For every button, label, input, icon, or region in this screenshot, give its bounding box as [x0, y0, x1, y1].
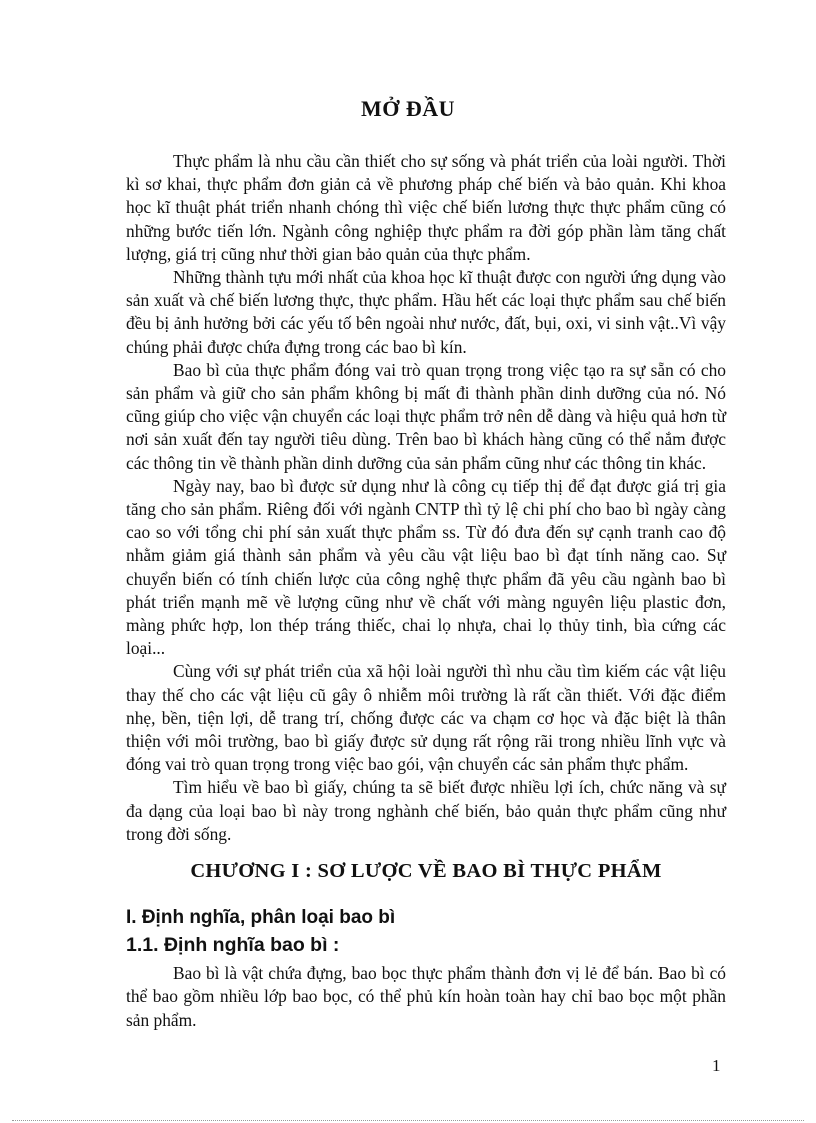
intro-paragraph: Tìm hiểu về bao bì giấy, chúng ta sẽ biết được nhiều lợi ích, chức năng và sự đa dạng của loại bao bì này trong nghành chế biến, bảo quản thực phẩm cũng như trong đời sống.: [126, 777, 726, 844]
page-title: MỞ ĐẦU: [360, 96, 456, 121]
subsection-paragraph: Bao bì là vật chứa đựng, bao bọc thực phẩm thành đơn vị lẻ để bán. Bao bì có thể bao gồm nhiều lớp bao bọc, có thể phủ kín hoàn toàn hay chỉ bao bọc một phần sản phẩm.: [126, 963, 726, 1030]
intro-paragraph: Những thành tựu mới nhất của khoa học kĩ thuật được con người ứng dụng vào sản xuất và chế biến lương thực, thực phẩm. Hầu hết các loại thực phẩm sau chế biến đều bị ảnh hưởng bởi các yếu tố bên ngoài như nước, đất, bụi, oxi, vi sinh vật..Vì vậy chúng phải được chứa đựng trong các bao bì kín.: [126, 267, 726, 357]
intro-paragraph: Ngày nay, bao bì được sử dụng như là công cụ tiếp thị để đạt được giá trị gia tăng cho sản phẩm. Riêng đối với ngành CNTP thì tỷ lệ chi phí cho bao bì ngày càng cao so với tổng chi phí sản xuất thực phẩm ss. Từ đó đưa đến sự cạnh tranh cao độ nhằm giảm giá thành sản phẩm và yêu cầu vật liệu bao bì đạt tính năng cao. Sự chuyển biến có tính chiến lược của công nghệ thực phẩm đã yêu cầu ngành bao bì phát triển mạnh mẽ về lượng cũng như về chất với màng nguyên liệu plastic đơn, màng phức hợp, lon thép tráng thiếc, chai lọ nhựa, chai lọ thủy tinh, bìa cứng các loại...: [126, 475, 726, 659]
intro-paragraph: Cùng với sự phát triển của xã hội loài người thì nhu cầu tìm kiếm các vật liệu thay thế cho các vật liệu cũ gây ô nhiễm môi trường là rất cần thiết. Với đặc điểm nhẹ, bền, tiện lợi, dễ trang trí, chống được các va chạm cơ học và đặc biệt là thân thiện với môi trường, bao bì giấy được sử dụng rất rộng rãi trong nhiều lĩnh vực và đóng vai trò quan trọng trong việc bao gói, vận chuyển các sản phẩm thực phẩm.: [126, 661, 726, 775]
chapter-heading: CHƯƠNG I : SƠ LƯỢC VỀ BAO BÌ THỰC PHẨM: [190, 860, 662, 883]
page-bottom-divider: [12, 1120, 804, 1121]
page-number: 1: [712, 1056, 721, 1075]
intro-paragraph: Thực phẩm là nhu cầu cần thiết cho sự sống và phát triển của loài người. Thời kì sơ khai, thực phẩm đơn giản cả về phương pháp chế biến và bảo quản. Khi khoa học kĩ thuật phát triển nhanh chóng thì việc chế biến lương thực thực phẩm cũng có những bước tiến lớn. Ngành công nghiệp thực phẩm ra đời góp phần làm tăng chất lượng, giá trị cũng như thời gian bảo quản của thực phẩm.: [126, 151, 726, 264]
subsection-heading: 1.1. Định nghĩa bao bì :: [126, 934, 340, 957]
section-heading: I. Định nghĩa, phân loại bao bì: [126, 907, 396, 929]
intro-paragraph: Bao bì của thực phẩm đóng vai trò quan trọng trong việc tạo ra sự sẵn có cho sản phẩm và giữ cho sản phẩm không bị mất đi thành phần dinh dưỡng của nó. Nó cũng giúp cho việc vận chuyển các loại thực phẩm trở nên dễ dàng và hiệu quả hơn từ nơi sản xuất đến tay người tiêu dùng. Trên bao bì khách hàng cũng có thể nắm được các thông tin về thành phần dinh dưỡng của sản phẩm cũng như các thông tin khác.: [126, 359, 726, 473]
document-body: [126, 150, 726, 1032]
